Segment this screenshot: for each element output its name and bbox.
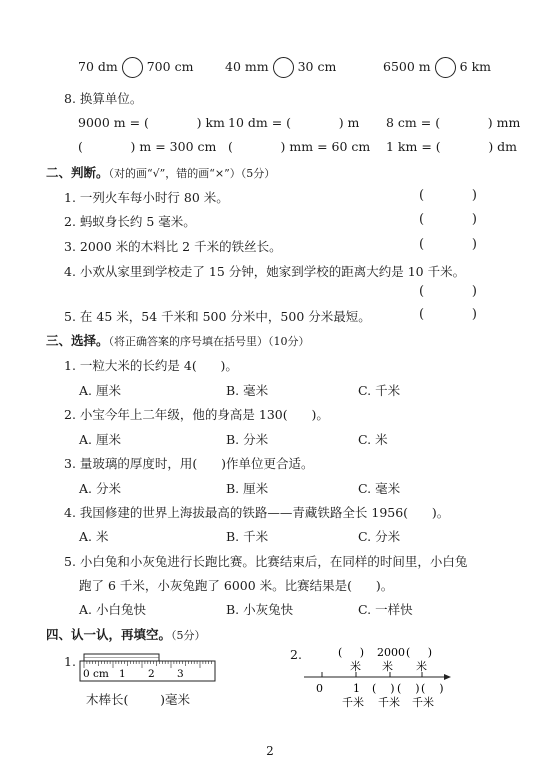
q8-row2-b[interactable]: ( ) mm = 60 cm	[228, 139, 371, 154]
top-unit-2: 米	[382, 660, 393, 673]
q4-2-number: 2.	[290, 647, 302, 662]
choice-3-option-c[interactable]: C. 毫米	[358, 481, 401, 496]
choice-2-option-b[interactable]: B. 分米	[226, 432, 269, 447]
choice-5-option-b[interactable]: B. 小灰兔快	[226, 602, 294, 617]
axis-blank-2[interactable]: ( )	[397, 682, 420, 695]
choice-1-option-a[interactable]: A. 厘米	[79, 383, 121, 398]
choice-4-option-c[interactable]: C. 分米	[358, 529, 401, 544]
top-blank-1[interactable]: ( )	[338, 646, 365, 659]
ruler-figure	[78, 652, 218, 686]
q8-row1-a[interactable]: 9000 m = ( ) km	[78, 115, 225, 130]
section3-title: 三、选择。	[46, 333, 109, 348]
axis-label-1: 1	[353, 682, 360, 695]
choice-stem-5-line2: 跑了 6 千米，小灰兔跑了 6000 米。比赛结果是( )。	[79, 578, 394, 593]
choice-stem-2: 2. 小宝今年上二年级，他的身高是 130( )。	[64, 407, 329, 422]
choice-3-option-b[interactable]: B. 厘米	[226, 481, 269, 496]
ruler-label-1: 1	[119, 668, 126, 680]
compare-item-3	[383, 57, 491, 78]
choice-stem-5: 5. 小白兔和小灰兔进行长跑比赛。比赛结束后，在同样的时间里，小白兔	[64, 554, 468, 569]
choice-5-option-c[interactable]: C. 一样快	[358, 602, 413, 617]
section2-title: 二、判断。	[46, 165, 109, 180]
judge-item-3: 3. 2000 米的木料比 2 千米的铁丝长。	[64, 239, 282, 254]
q8-title: 8. 换算单位。	[64, 91, 143, 106]
ruler-label-2: 2	[148, 668, 155, 680]
axis-ticks	[322, 672, 422, 677]
judge-answer-2[interactable]: ( )	[419, 212, 477, 227]
q4-1-answer[interactable]: 木棒长( )毫米	[86, 692, 191, 707]
top-unit-1: 米	[350, 660, 361, 673]
bottom-unit-1: 千米	[342, 696, 364, 709]
axis-label-0: 0	[316, 682, 323, 695]
choice-stem-3: 3. 量玻璃的厚度时，用( )作单位更合适。	[64, 456, 314, 471]
judge-item-4: 4. 小欢从家里到学校走了 15 分钟，她家到学校的距离大约是 10 千米。	[64, 264, 466, 279]
section2-heading	[46, 163, 275, 181]
choice-4-option-a[interactable]: A. 米	[79, 529, 109, 544]
judge-item-1: 1. 一列火车每小时行 80 米。	[64, 190, 229, 205]
judge-item-2: 2. 蚂蚁身长约 5 毫米。	[64, 214, 196, 229]
section4-title: 四、认一认，再填空。	[46, 627, 172, 642]
bottom-unit-3: 千米	[412, 696, 434, 709]
top-unit-3: 米	[416, 660, 427, 673]
axis-arrow-icon	[444, 674, 451, 680]
choice-stem-1: 1. 一粒大米的长约是 4( )。	[64, 358, 238, 373]
top-blank-2[interactable]: ( )	[406, 646, 433, 659]
q8-row1-c[interactable]: 8 cm = ( ) mm	[386, 115, 521, 130]
choice-3-option-a[interactable]: A. 分米	[79, 481, 121, 496]
choice-stem-4: 4. 我国修建的世界上海拔最高的铁路——青藏铁路全长 1956( )。	[64, 505, 450, 520]
choice-2-option-a[interactable]: A. 厘米	[79, 432, 121, 447]
judge-answer-1[interactable]: ( )	[419, 188, 477, 203]
section3-note: （将正确答案的序号填在括号里）（10分）	[108, 335, 310, 348]
section4-note: （5分）	[171, 629, 206, 642]
ruler-label-3: 3	[177, 668, 184, 680]
compare-circle[interactable]	[273, 57, 294, 78]
choice-4-option-b[interactable]: B. 千米	[226, 529, 269, 544]
axis-blank-1[interactable]: ( )	[372, 682, 395, 695]
choice-1-option-b[interactable]: B. 毫米	[226, 383, 269, 398]
compare-right: 6 km	[459, 59, 491, 74]
compare-left: 40 mm	[225, 59, 269, 74]
compare-right: 30 cm	[297, 59, 337, 74]
bottom-unit-2: 千米	[378, 696, 400, 709]
compare-item-2	[225, 57, 336, 78]
judge-answer-3[interactable]: ( )	[419, 237, 477, 252]
judge-item-5: 5. 在 45 米，54 千米和 500 分米中，500 分米最短。	[64, 309, 371, 324]
judge-answer-5[interactable]: ( )	[419, 307, 477, 322]
compare-left: 6500 m	[383, 59, 431, 74]
compare-right: 700 cm	[146, 59, 194, 74]
compare-left: 70 dm	[78, 59, 118, 74]
ruler-label-0: 0 cm	[83, 668, 109, 680]
choice-1-option-c[interactable]: C. 千米	[358, 383, 401, 398]
compare-circle[interactable]	[122, 57, 143, 78]
axis-blank-3[interactable]: ( )	[421, 682, 444, 695]
choice-5-option-a[interactable]: A. 小白兔快	[79, 602, 146, 617]
section2-note: （对的画“√”，错的画“×”）（5分）	[108, 167, 276, 180]
compare-item-1	[78, 57, 193, 78]
number-line-figure	[298, 642, 458, 712]
top-value-2000: 2000	[377, 646, 405, 659]
section4-heading	[46, 625, 206, 643]
section3-heading	[46, 331, 310, 349]
page-number: 2	[266, 744, 274, 758]
q8-row2-a[interactable]: ( ) m = 300 cm	[78, 139, 217, 154]
judge-answer-4[interactable]: ( )	[419, 284, 477, 299]
q8-row1-b[interactable]: 10 dm = ( ) m	[228, 115, 360, 130]
q4-1-number: 1.	[64, 654, 76, 669]
q8-row2-c[interactable]: 1 km = ( ) dm	[386, 139, 518, 154]
compare-circle[interactable]	[435, 57, 456, 78]
choice-2-option-c[interactable]: C. 米	[358, 432, 388, 447]
